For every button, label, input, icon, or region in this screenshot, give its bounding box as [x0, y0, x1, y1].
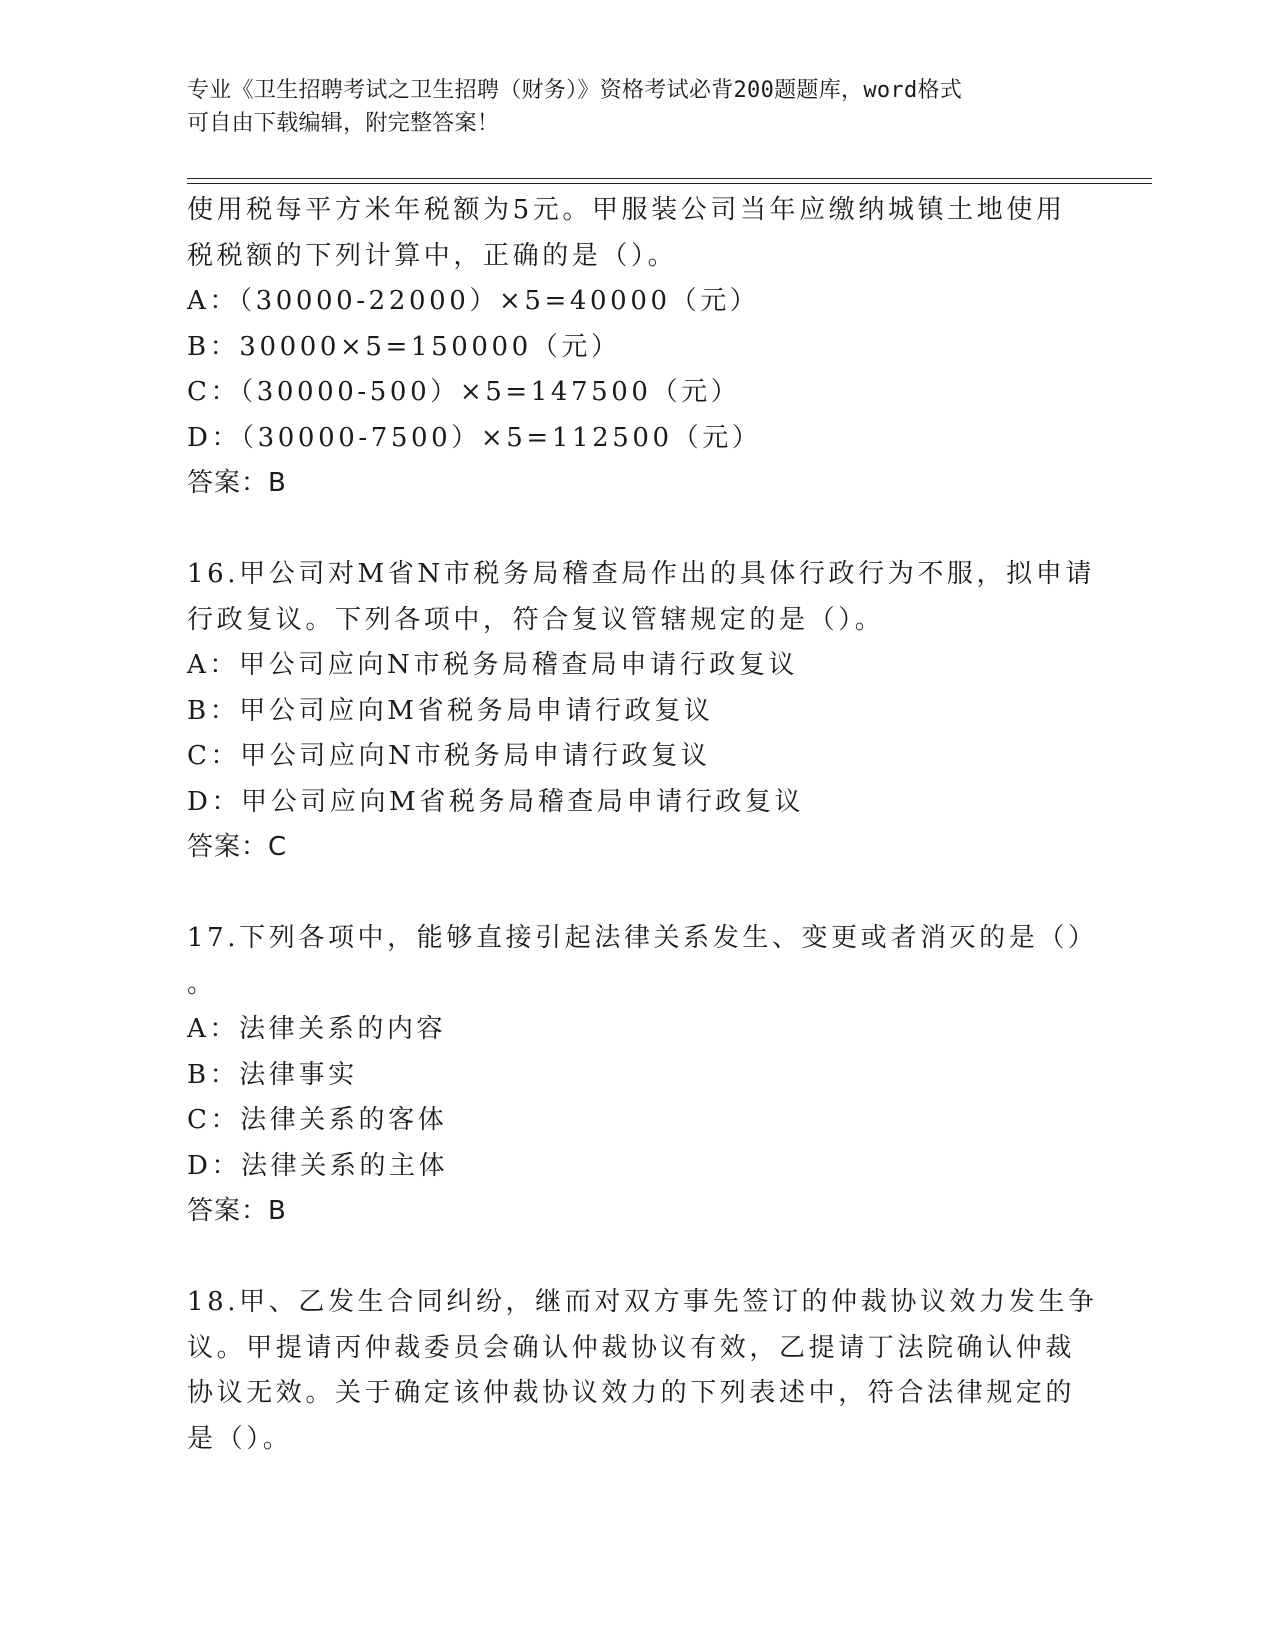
spacer: [187, 1235, 1087, 1281]
header-divider-top: [187, 178, 1152, 179]
question-text: 议。甲提请丙仲裁委员会确认仲裁协议有效，乙提请丁法院确认仲裁: [187, 1332, 1076, 1363]
document-header: [187, 74, 1067, 140]
header-title-line-1: 专业《卫生招聘考试之卫生招聘（财务）》资格考试必背200题题库，word格式: [187, 78, 963, 103]
option-c: C：法律关系的客体: [187, 1105, 448, 1135]
option-d: D：（30000-7500）×5=112500（元）: [187, 422, 762, 453]
question-17: [187, 916, 1098, 1235]
question-text: 使用税每平方米年税额为5元。甲服装公司当年应缴纳城镇土地使用: [187, 195, 1066, 225]
answer: 答案：B: [187, 1196, 287, 1226]
answer: 答案：C: [187, 832, 288, 862]
header-title-line-2: 可自由下载编辑，附完整答案！: [187, 111, 500, 136]
question-text: 。: [187, 968, 217, 999]
question-text: 行政复议。下列各项中，符合复议管辖规定的是（）。: [187, 604, 885, 635]
option-b: B：法律事实: [187, 1059, 358, 1090]
question-list: [187, 188, 1098, 1462]
question-text: 18.甲、乙发生合同纠纷，继而对双方事先签订的仲裁协议效力发生争: [187, 1287, 1098, 1317]
spacer: [187, 871, 1087, 917]
option-d: D：甲公司应向M省税务局稽查局申请行政复议: [187, 786, 805, 817]
question-15: [187, 188, 1087, 507]
question-16: [187, 552, 1095, 871]
question-text: 税税额的下列计算中，正确的是（）。: [187, 240, 678, 271]
option-d: D：法律关系的主体: [187, 1150, 449, 1181]
question-text: 17.下列各项中，能够直接引起法律关系发生、变更或者消灭的是（）: [187, 923, 1098, 953]
question-text: 16.甲公司对M省N市税务局稽查局作出的具体行政行为不服，拟申请: [187, 559, 1095, 589]
option-b: B：甲公司应向M省税务局申请行政复议: [187, 695, 714, 726]
option-b: B：30000×5=150000（元）: [187, 331, 621, 362]
header-divider-bottom: [187, 183, 1152, 184]
answer: 答案：B: [187, 468, 287, 498]
option-a: A：法律关系的内容: [187, 1014, 447, 1044]
question-text: 协议无效。关于确定该仲裁协议效力的下列表述中，符合法律规定的: [187, 1378, 1076, 1408]
option-c: C：（30000-500）×5=147500（元）: [187, 377, 741, 407]
option-a: A：甲公司应向N市税务局稽查局申请行政复议: [187, 650, 799, 680]
question-text: 是（）。: [187, 1423, 293, 1454]
option-c: C：甲公司应向N市税务局申请行政复议: [187, 741, 711, 771]
spacer: [187, 507, 1087, 553]
option-a: A：（30000-22000）×5=40000（元）: [187, 286, 760, 316]
question-18: [187, 1280, 1098, 1462]
